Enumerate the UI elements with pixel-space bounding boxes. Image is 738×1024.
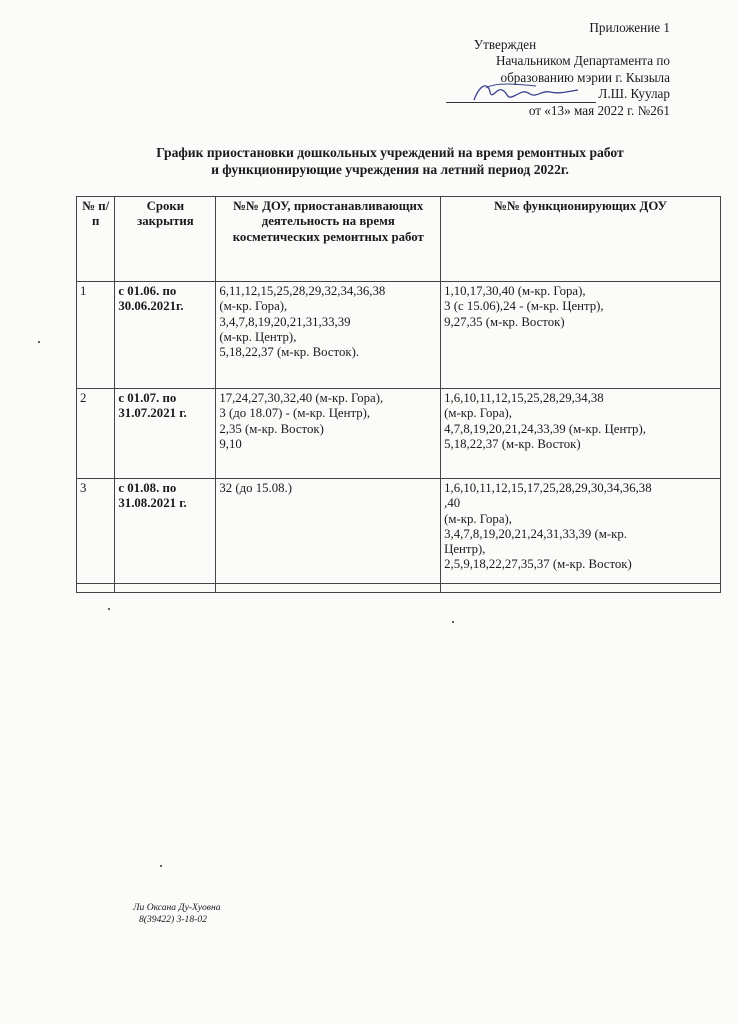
table-header-row (77, 197, 721, 282)
scan-speck (38, 341, 40, 343)
empty-cell (115, 584, 216, 593)
row-closed: 32 (до 15.08.) (216, 479, 441, 584)
empty-cell (441, 584, 721, 593)
row-open: 1,6,10,11,12,15,17,25,28,29,30,34,36,38 ,40 (м-кр. Гора), 3,4,7,8,19,20,21,24,31,33,39 (м-кр. Центр), 2,5,9,18,22,27,35,37 (м-кр. Восток) (441, 479, 721, 584)
approved-by-line2: образованию мэрии г. Кызыла (500, 69, 670, 85)
table-row (77, 479, 721, 584)
handwritten-signature (466, 78, 586, 108)
approval-date: от «13» мая 2022 г. №261 (528, 102, 670, 118)
scan-speck (160, 865, 162, 867)
header-open: №№ функционирующих ДОУ (441, 197, 721, 282)
contact-name: Ли Оксана Ду-Хуовна (133, 902, 221, 913)
table-row (77, 389, 721, 479)
contact-phone: 8(39422) 3-18-02 (139, 913, 207, 925)
row-open: 1,6,10,11,12,15,25,28,29,34,38 (м-кр. Гора), 4,7,8,19,20,21,24,33,39 (м-кр. Центр), 5,18,22,37 (м-кр. Восток) (441, 389, 721, 479)
row-open: 1,10,17,30,40 (м-кр. Гора), 3 (с 15.06),24 - (м-кр. Центр), 9,27,35 (м-кр. Восток) (441, 282, 721, 389)
approved-label: Утвержден (473, 36, 537, 52)
header-num: № п/п (77, 197, 115, 282)
row-closed: 6,11,12,15,25,28,29,32,34,36,38 (м-кр. Гора), 3,4,7,8,19,20,21,31,33,39 (м-кр. Центр), 5,18,22,37 (м-кр. Восток). (216, 282, 441, 389)
row-period: с 01.07. по 31.07.2021 г. (115, 389, 216, 479)
title-line-2: и функционирующие учреждения на летний период 2022г. (211, 162, 569, 177)
row-period: с 01.08. по 31.08.2021 г. (115, 479, 216, 584)
row-num: 1 (77, 282, 115, 389)
table-row (77, 282, 721, 389)
signature-line (446, 88, 596, 103)
signer-name: Л.Ш. Куулар (598, 86, 670, 101)
contact-block (133, 902, 221, 925)
document-title (90, 144, 690, 178)
approval-block (410, 20, 670, 119)
row-closed: 17,24,27,30,32,40 (м-кр. Гора), 3 (до 18.07) - (м-кр. Центр), 2,35 (м-кр. Восток) 9,10 (216, 389, 441, 479)
header-closed: №№ ДОУ, приостанавливающих деятельность на время косметических ремонтных работ (216, 197, 441, 282)
scan-speck (108, 608, 110, 610)
header-period: Сроки закрытия (115, 197, 216, 282)
table-empty-row (77, 584, 721, 593)
row-period: с 01.06. по 30.06.2021г. (115, 282, 216, 389)
row-num: 3 (77, 479, 115, 584)
row-num: 2 (77, 389, 115, 479)
title-line-1: График приостановки дошкольных учреждений на время ремонтных работ (156, 145, 624, 160)
scan-speck (452, 621, 454, 623)
appendix-label: Приложение 1 (589, 20, 670, 35)
empty-cell (216, 584, 441, 593)
approved-by-line1: Начальником Департамента по (496, 53, 670, 68)
signature-row (410, 86, 670, 103)
empty-cell (77, 584, 115, 593)
schedule-table (76, 196, 721, 593)
